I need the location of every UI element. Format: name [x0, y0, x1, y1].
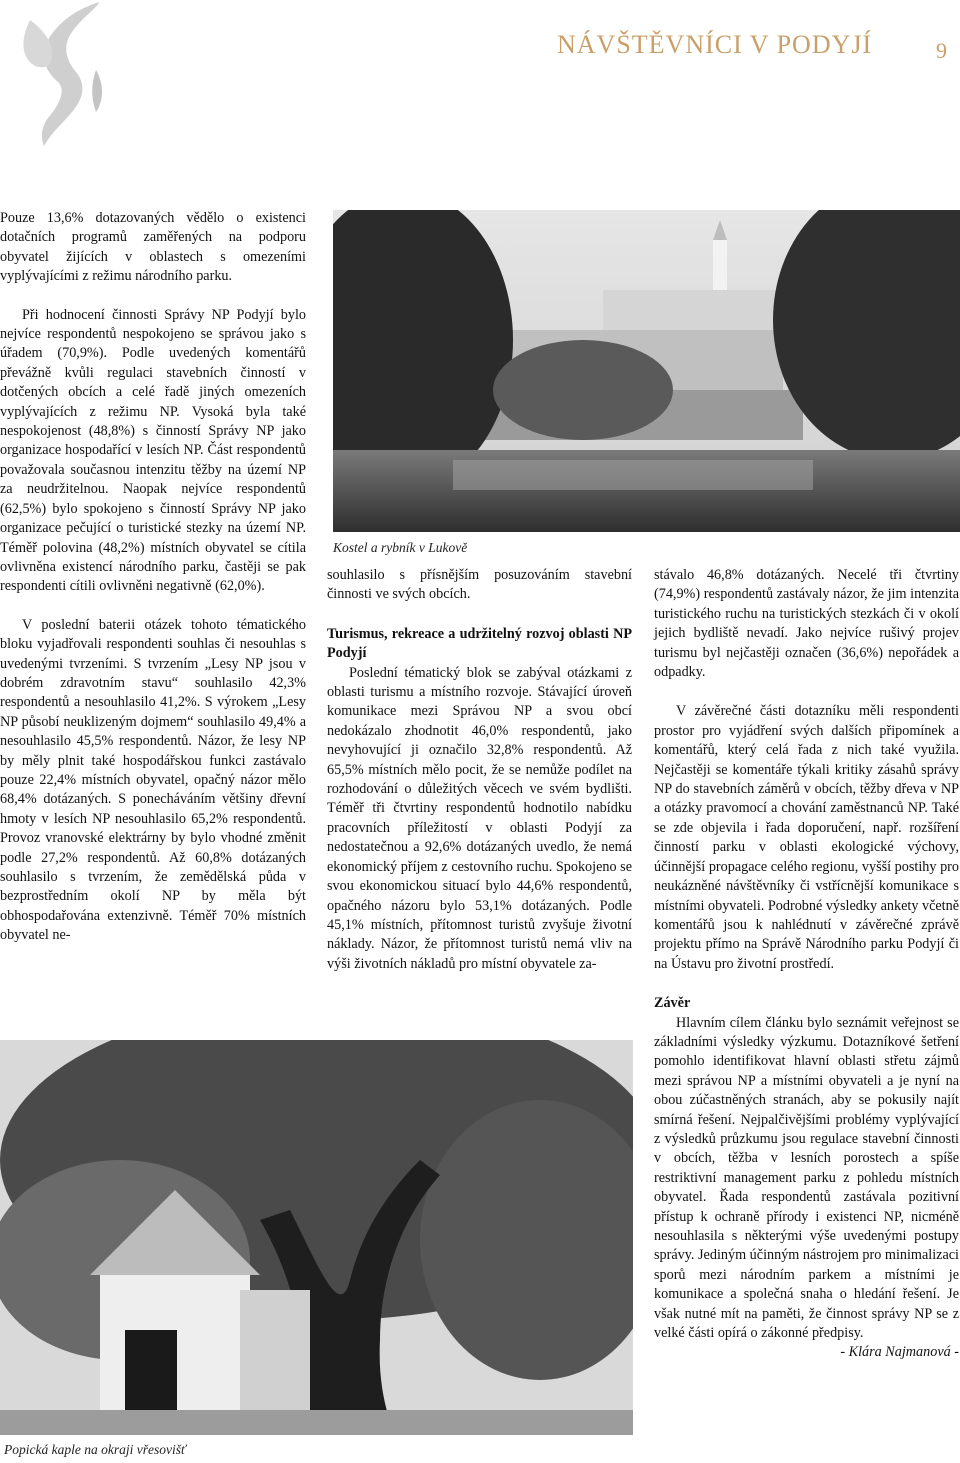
- section-heading: Závěr: [654, 995, 691, 1012]
- stork-logo-icon: [0, 0, 140, 150]
- photo-chapel: [0, 1040, 633, 1435]
- paragraph: Hlavním cílem článku bylo seznámit veřejnost se základními výsledky výzkumu. Dotazníkové šetření pomohlo identifikovat hlavní oblasti střetu zájmů mezi správou NP a místními obyvateli a je nyní na obou zúčastněných stranách, aby se pokusily najít smírná řešení. Nejpalčivějšími problémy vyplývající z výsledků průzkumu jsou regulace stavební činnosti v obcích, těžba v lesních porostech a spíše restriktivní management parku z pohledu místních obyvatel. Řada respondentů zastávala pozitivní přístup k ochraně přírody i existenci NP, nicméně nesouhlasila s některými výše uvedenými postupy správy. Jediným účinným nástrojem pro minimalizaci sporů mezi národním parkem a místními je komunikace a společná snaha o hledání řešení. Je však nutné mít na paměti, že činnost správy NP se z velké části opírá o zákonné předpisy.: [654, 1014, 959, 1342]
- author-signature: - Klára Najmanová -: [840, 1344, 959, 1361]
- column-middle: [327, 566, 632, 974]
- paragraph: Pouze 13,6% dotazovaných vědělo o existenci dotačních programů zaměřených na podporu obyvatel žijících v oblastech s omezeními vyplývajícími z režimu národního parku.: [0, 210, 306, 285]
- photo-church-pond: [333, 210, 960, 532]
- paragraph: Poslední tématický blok se zabýval otázkami z oblasti turismu a místního rozvoje. Stávající úroveň komunikace mezi Správou NP a svou obcí nedokázalo zhodnotit 46,0% respondentů, jako nevyhovující ji označilo 32,8% respondentů. Až 65,5% místních mělo pocit, že se nemůže podílet na rozhodování o důležitých věcech ve svém bydlišti. Téměř tři čtvrtiny respondentů hodnotilo nabídku pracovních příležitostí v oblasti Podyjí za nedostatečnou a 92,6% dotázaných uvedlo, že nemá ekonomický příjem z cestovního ruchu. Spokojeno se svou ekonomickou situací bylo 44,6% respondentů, opačného názoru bylo 53,1% dotázaných. Podle 45,1% místních, přítomnost turistů zvyšuje životní náklady. Názor, že přítomnost turistů nemá vliv na výši životních nákladů pro místní obyvatele za-: [327, 664, 632, 972]
- paragraph: V poslední baterii otázek tohoto tématického bloku vyjadřovali respondenti souhlas či nesouhlas s uvedenými tvrzeními. S tvrzením „Lesy NP jsou v dobrém zdravotním stavu“ souhlasilo 42,3% respondentů a nesouhlasilo 41,2%. S výrokem „Lesy NP působí neuklizeným dojmem“ souhlasilo 49,4% a nesouhlasilo 45,5% respondentů. Názor, že lesy NP by měly plnit také hospodářskou funkci zastávalo pouze 22,4% místních obyvatel, opačný názor mělo 68,4% dotázaných. S ponecháváním většiny dřevní hmoty v lesích NP nesouhlasilo 65,2% respondentů. Provoz vranovské elektrárny by bylo vhodné změnit podle 27,2% respondentů. Až 60,8% dotázaných souhlasilo s tvrzením, že zemědělská půda v bezprostředním okolí NP by měla být obhospodařována extenzivně. Téměř 70% místních obyvatel ne-: [0, 616, 306, 944]
- column-left: [0, 209, 306, 946]
- paragraph: stávalo 46,8% dotázaných. Necelé tři čtvrtiny (74,9%) respondentů zastávaly názor, že jim intenzita turistického ruchu na turistických stezkách či v okolí jejich bydliště nevadí. Jako nejvíce rušivý projev turismu byl nejčastěji označen (36,6%) nepořádek a odpadky.: [654, 567, 959, 681]
- paragraph: souhlasilo s přísnějším posuzováním stavební činnosti ve svých obcích.: [327, 567, 632, 603]
- paragraph: V závěrečné části dotazníku měli respondenti prostor pro vyjádření svých dalších připomínek a komentářů, který celá řada z nich také využila. Nejčastěji se komentáře týkali kritiky zásahů správy NP do stavebních záměrů v obcích, těžby dřeva v NP a otázky pravomocí a chování zaměstnanců NP. Také se zde objevila i řada doporučení, např. rozšíření činností parku v oblasti ekologické výchovy, účinnější propagace celého regionu, vyšší postihy pro neukázněné návštěvníky či vstřícnější komunikace s místními obyvateli. Podrobné výsledky ankety včetně komentářů jsou k nahlédnutí v závěrečné zprávě projektu přímo na Správě Národního parku Podyjí či na Ústavu pro životní prostředí.: [654, 703, 959, 972]
- paragraph: Při hodnocení činnosti Správy NP Podyjí bylo nejvíce respondentů nespokojeno se správou jako s úřadem (70,9%). Podle uvedených komentářů převážně kvůli regulaci stavebních činností v dotčených obcích a celé řadě jiných omezeních vyplývajících z režimu NP. Vysoká byla také nespokojenost (48,8%) s činností Správy NP jako organizace hospodařící v lesích NP. Část respondentů považovala současnou intenzitu těžby na území NP za neudržitelnou. Naopak nejvíce respondentů (62,5%) bylo spokojeno s činností Správy NP jako organizace pečující o turistické stezky na území NP. Téměř polovina (48,2%) místních obyvatel se cítila ovlivněna existencí národního parku, častěji se pak respondenti cítili ovlivněni negativně (62,0%).: [0, 306, 306, 595]
- section-heading: Turismus, rekreace a udržitelný rozvoj oblasti NP Podyjí: [327, 625, 632, 662]
- column-right: [654, 566, 959, 1363]
- photo-caption: Kostel a rybník v Lukově: [333, 540, 468, 555]
- running-title: NÁVŠTĚVNÍCI V PODYJÍ: [557, 30, 873, 59]
- page-number: 9: [936, 38, 947, 63]
- photo-caption: Popická kaple na okraji vřesovišť: [4, 1442, 186, 1457]
